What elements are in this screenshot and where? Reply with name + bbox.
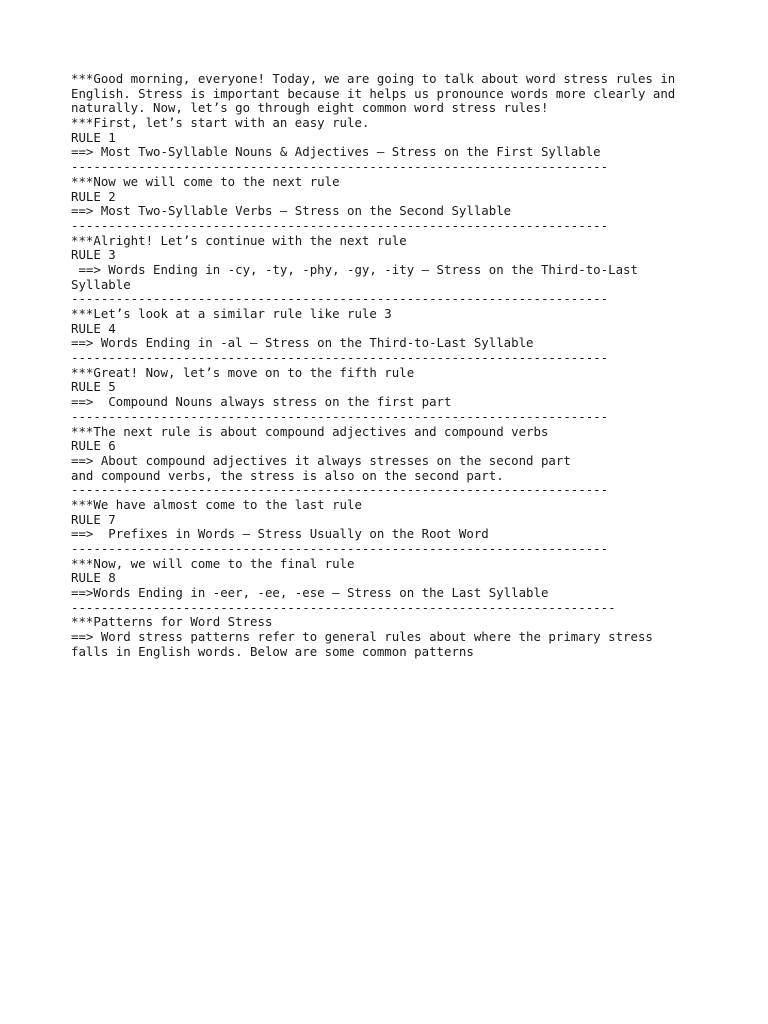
document-page [71,72,711,660]
transition-line-rule-2: ***Now we will come to the next rule [71,173,340,189]
transition-line-rule-4: ***Let’s look at a similar rule like rule 3 [71,306,392,321]
rule-8-text: ==>Words Ending in -eer, -ee, -ese – Stress on the Last Syllable [71,585,549,601]
divider: ------------------------------------------------------------------------ [71,408,609,424]
transition-line-rule-3: ***Alright! Let’s continue with the next rule [71,232,407,248]
rule-7-heading: RULE 7 [71,511,116,527]
rule-4-text: ==> Words Ending in -al – Stress on the Third-to-Last Syllable [71,335,534,351]
rule-3-text-2: Syllable [71,276,131,292]
rule-6-text-1: ==> About compound adjectives it always stresses on the second part [71,452,571,468]
rule-7-text: ==> Prefixes in Words – Stress Usually on the Root Word [71,526,489,542]
intro-line-1: ***Good morning, everyone! Today, we are going to talk about word stress rules in [71,71,676,86]
rule-2-heading: RULE 2 [71,188,116,204]
patterns-text-2: falls in English words. Below are some common patterns [71,643,474,659]
transition-line-rule-1: ***First, let’s start with an easy rule. [71,115,370,131]
rule-5-heading: RULE 5 [71,379,116,395]
rule-8-heading: RULE 8 [71,570,116,586]
divider: ------------------------------------------------------------------------ [71,217,609,233]
transition-line-rule-8: ***Now, we will come to the final rule [71,555,355,571]
intro-line-2: English. Stress is important because it helps us pronounce words more clearly and [71,85,676,101]
divider: ------------------------------------------------------------------------ [71,291,609,307]
patterns-text-1: ==> Word stress patterns refer to general rules about where the primary stress [71,629,653,645]
divider: ------------------------------------------------------------------------ [71,482,609,498]
rule-2-text: ==> Most Two-Syllable Verbs – Stress on the Second Syllable [71,203,512,219]
rule-1-heading: RULE 1 [71,129,116,145]
transition-line-rule-7: ***We have almost come to the last rule [71,496,362,512]
rule-6-text-2: and compound verbs, the stress is also on the second part. [71,467,504,483]
divider: ------------------------------------------------------------------------ [71,541,609,556]
patterns-heading: ***Patterns for Word Stress [71,614,273,630]
divider: ------------------------------------------------------------------------ [71,159,609,175]
rule-6-heading: RULE 6 [71,438,116,454]
rule-5-text: ==> Compound Nouns always stress on the first part [71,394,452,410]
rule-4-heading: RULE 4 [71,320,116,336]
transition-line-rule-5: ***Great! Now, let’s move on to the fifth rule [71,364,415,380]
transition-line-rule-6: ***The next rule is about compound adjectives and compound verbs [71,423,549,439]
rule-1-text: ==> Most Two-Syllable Nouns & Adjectives – Stress on the First Syllable [71,144,601,160]
divider: ------------------------------------------------------------------------- [71,599,616,615]
divider: ------------------------------------------------------------------------ [71,350,609,366]
rule-3-heading: RULE 3 [71,247,116,263]
rule-3-text-1: ==> Words Ending in -cy, -ty, -phy, -gy, -ity – Stress on the Third-to-Last [71,261,638,277]
intro-line-3: naturally. Now, let’s go through eight common word stress rules! [71,100,549,116]
